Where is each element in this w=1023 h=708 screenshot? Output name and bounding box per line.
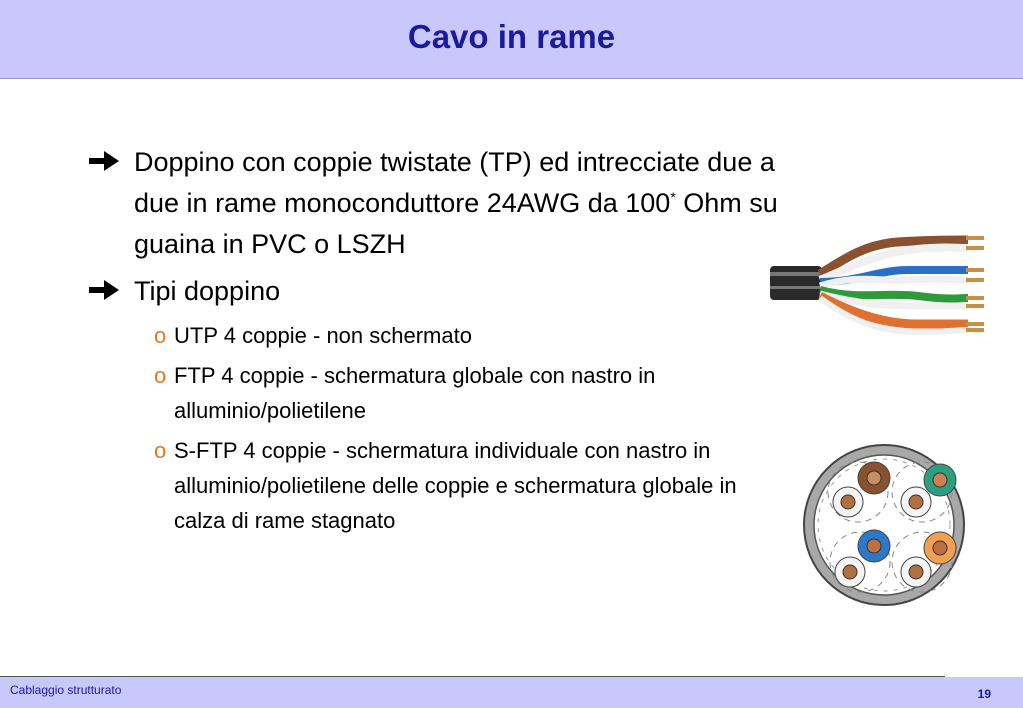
subbullet-utp	[88, 318, 788, 353]
subbullet-sftp-text: S-FTP 4 coppie - schermatura individuale con nastro in alluminio/polietilene delle coppie e schermatura globale in calza di rame stagnato	[174, 438, 737, 533]
footer-divider	[0, 676, 945, 677]
sub-marker: o	[154, 363, 167, 388]
title-bar	[0, 0, 1023, 79]
bullet-2	[88, 271, 788, 312]
slide-content	[88, 142, 788, 543]
bullet-1	[88, 142, 788, 265]
arrow-right-icon	[88, 279, 120, 301]
twisted-pair-cable-image	[768, 226, 990, 338]
footer-bar	[0, 677, 1023, 708]
cable-cross-section-image	[802, 432, 966, 618]
page-number: 19	[977, 687, 991, 701]
sub-marker: o	[154, 438, 167, 463]
bullet-1-text-end: Ohm su guaina in PVC o LSZH	[134, 188, 778, 259]
footer-title: Cablaggio strutturato	[10, 683, 122, 697]
sub-marker: o	[154, 323, 167, 348]
slide-title: Cavo in rame	[407, 18, 616, 55]
subbullet-utp-text: UTP 4 coppie - non schermato	[174, 323, 472, 348]
bullet-2-text: Tipi doppino	[134, 276, 281, 306]
arrow-right-icon	[88, 150, 120, 172]
bullet-1-text: Doppino con coppie twistate (TP) ed intrecciate due a due in rame monoconduttore 24AWG da 100	[134, 147, 775, 218]
subbullet-ftp	[88, 358, 788, 428]
subbullet-ftp-text: FTP 4 coppie - schermatura globale con nastro in alluminio/polietilene	[174, 363, 656, 423]
subbullet-sftp	[88, 433, 788, 538]
bullet-1-sup: *	[670, 189, 676, 205]
